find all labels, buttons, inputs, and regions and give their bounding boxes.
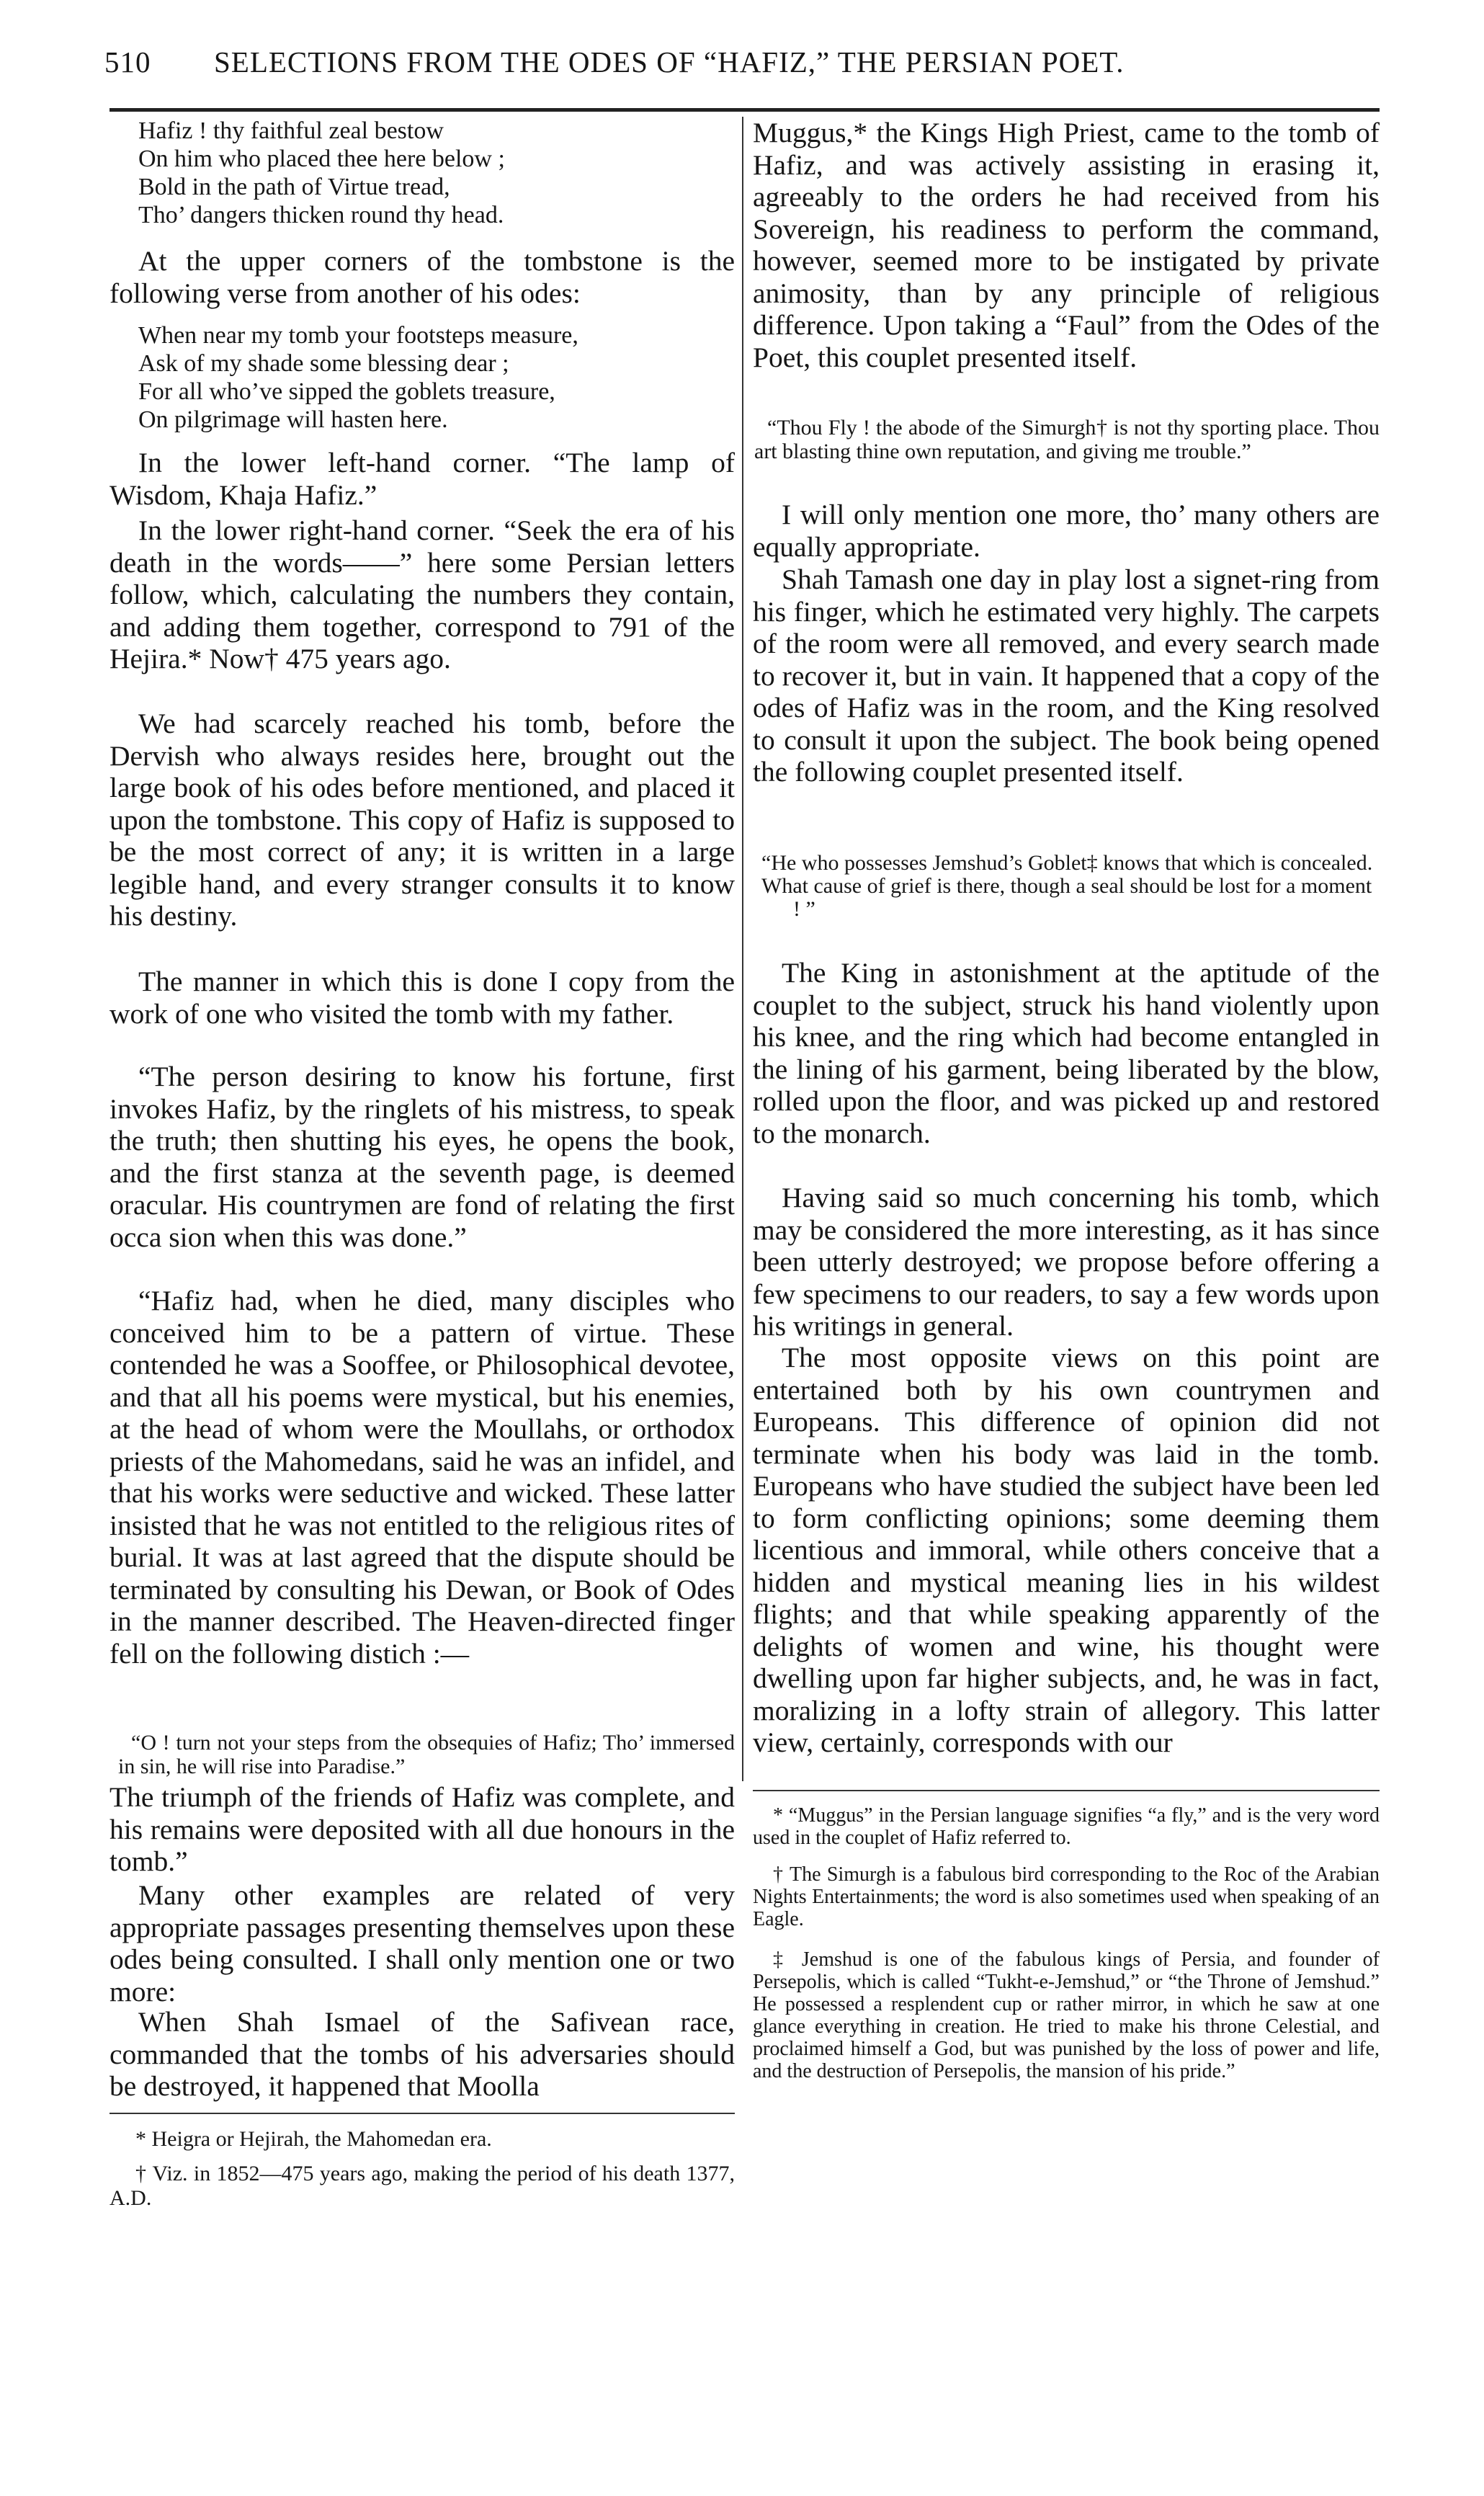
paragraph-having-said: Having said so much concerning his tomb, which may be considered the more interesting, as it has since been utterly destroyed; we propose before offering a few specimens to our readers, to say a few words upon his writings in general. [753, 1182, 1380, 1342]
quote-jemshud-goblet [753, 852, 1380, 921]
footnote-jemshud: ‡ Jemshud is one of the fabulous kings of Persia, and founder of Persepolis, which is called “Tukht-e-Jemshud,” or “the Throne of Jemshud.” He possessed a resplendent cup or rather mirror, in which he saw at one glance everything in creation. He tried to make his throne Celestial, and proclaimed himself a God, but was punished by the loss of power and life, and the destruction of Persepolis, the mansion of his pride.” [753, 1948, 1380, 2082]
paragraph-disciples: “Hafiz had, when he died, many disciples who conceived him to be a pattern of virtue. These contended he was a Sooffee, or Philosophical devotee, and that all his poems were mystical, but his enemies, at the head of whom were the Moullahs, or orthodox priests of the Mahomedans, said he was an infidel, and that his works were seductive and wicked. These latter insisted that he was not entitled to the religious rites of burial. It was at last agreed that the dispute should be terminated by consulting his Dewan, or Book of Odes in the manner described. The Heaven-directed finger fell on the following distich :— [109, 1285, 735, 1670]
verse-line: Hafiz ! thy faithful zeal bestow [138, 117, 444, 144]
paragraph-upper-corners: At the upper corners of the tombstone is the following verse from another of his odes: [109, 245, 735, 309]
verse-line: For all who’ve sipped the goblets treasure, [138, 378, 555, 405]
verse-line: Tho’ dangers thicken round thy head. [138, 202, 504, 228]
quote-fly-simurgh: “Thou Fly ! the abode of the Simurgh† is not thy sporting place. Thou art blasting thine own reputation, and giving me trouble.” [754, 416, 1380, 463]
verse-line: Bold in the path of Virtue tread, [138, 174, 450, 200]
footnote-rule [753, 1790, 1380, 1791]
column-divider [742, 117, 743, 1781]
verse-line: Ask of my shade some blessing dear ; [138, 350, 509, 377]
paragraph-triumph: The triumph of the friends of Hafiz was complete, and his remains were deposited with all due honours in the tomb.” [109, 1781, 735, 1877]
paragraph-shah-ismael: When Shah Ismael of the Safivean race, commanded that the tombs of his adversaries should be destroyed, it happened that Moolla [109, 2006, 735, 2102]
footnote-rule [109, 2113, 735, 2114]
paragraph-fortune: “The person desiring to know his fortune, first invokes Hafiz, by the ringlets of his mistress, to speak the truth; then shutting his eyes, he opens the book, and the first stanza at the seventh page, is deemed oracular. His countrymen are fond of relating the first occa sion when this was done.” [109, 1061, 735, 1253]
verse-line: When near my tomb your footsteps measure, [138, 322, 578, 349]
paragraph-lower-left: In the lower left-hand corner. “The lamp of Wisdom, Khaja Hafiz.” [109, 447, 735, 511]
footnote-viz: † Viz. in 1852—475 years ago, making the period of his death 1377, A.D. [109, 2162, 735, 2210]
running-title: SELECTIONS FROM THE ODES OF “HAFIZ,” THE PERSIAN POET. [214, 45, 1125, 79]
paragraph-king-astonishment: The King in astonishment at the aptitude of the couplet to the subject, struck his hand violently upon his knee, and the ring which had become entangled in the lining of his garment, being liberated by the blow, rolled upon the floor, and was picked up and restored to the monarch. [753, 957, 1380, 1149]
paragraph-muggus: Muggus,* the Kings High Priest, came to the tomb of Hafiz, and was actively assisting in erasing it, agreeably to the orders he had received from his Sovereign, his readiness to perform the command, however, seemed more to be instigated by private animosity, than by any principle of religious difference. Upon taking a “Faul” from the Odes of the Poet, this couplet presented itself. [753, 117, 1380, 373]
quote-line: What cause of grief is there, though a seal should be lost for a moment ! ” [761, 874, 1372, 921]
quote-line: “He who possesses Jemshud’s Goblet‡ knows that which is concealed. [761, 851, 1373, 875]
running-header [104, 45, 1387, 79]
right-column [753, 117, 1380, 2473]
quote-obsequies: “O ! turn not your steps from the obsequies of Hafiz; Tho’ immersed in sin, he will rise into Paradise.” [118, 1731, 735, 1778]
page-number: 510 [104, 45, 151, 79]
paragraph-one-more: I will only mention one more, tho’ many others are equally appropriate. [753, 499, 1380, 563]
verse-hafiz-zeal [109, 117, 735, 229]
paragraph-shah-tamash: Shah Tamash one day in play lost a signet-ring from his finger, which he estimated very highly. The carpets of the room were all removed, and every search made to recover it, but in vain. It happened that a copy of the odes of Hafiz was in the room, and the King resolved to consult it upon the subject. The book being opened the following couplet presented itself. [753, 563, 1380, 788]
verse-tomb-footsteps [109, 321, 735, 434]
verse-line: On pilgrimage will hasten here. [138, 406, 448, 433]
left-column [109, 117, 735, 2473]
footnote-simurgh: † The Simurgh is a fabulous bird corresponding to the Roc of the Arabian Nights Entertainments; the word is also sometimes used when speaking of an Eagle. [753, 1863, 1380, 1930]
paragraph-lower-right: In the lower right-hand corner. “Seek the era of his death in the words——” here some Persian letters follow, which, calculating the numbers they contain, and adding them together, correspond to 791 of the Hejira.* Now† 475 years ago. [109, 514, 735, 674]
footnote-muggus: * “Muggus” in the Persian language signifies “a fly,” and is the very word used in the couplet of Hafiz referred to. [753, 1804, 1380, 1849]
header-rule [109, 108, 1380, 112]
paragraph-manner: The manner in which this is done I copy from the work of one who visited the tomb with my father. [109, 966, 735, 1030]
paragraph-opposite-views: The most opposite views on this point are entertained both by his own countrymen and Europeans. This difference of opinion did not terminate when his body was laid in the tomb. Europeans who have studied the subject have been led to form conflicting opinions; some deeming them licentious and immoral, while others conceive that a hidden and mystical meaning lies in his wildest flights; and that while speaking apparently of the delights of women and wine, his thought were dwelling upon far higher subjects, and, he was in fact, moralizing in a lofty strain of allegory. This latter view, certainly, corresponds with our [753, 1342, 1380, 1758]
paragraph-other-examples: Many other examples are related of very appropriate passages presenting themselves upon these odes being consulted. I shall only mention one or two more: [109, 1879, 735, 2007]
footnote-hejira: * Heigra or Hejirah, the Mahomedan era. [135, 2127, 492, 2151]
paragraph-dervish: We had scarcely reached his tomb, before the Dervish who always resides here, brought out the large book of his odes before mentioned, and placed it upon the tombstone. This copy of Hafiz is supposed to be the most correct of any; it is written in a large legible hand, and every stranger consults it to know his destiny. [109, 708, 735, 932]
verse-line: On him who placed thee here below ; [138, 146, 505, 172]
